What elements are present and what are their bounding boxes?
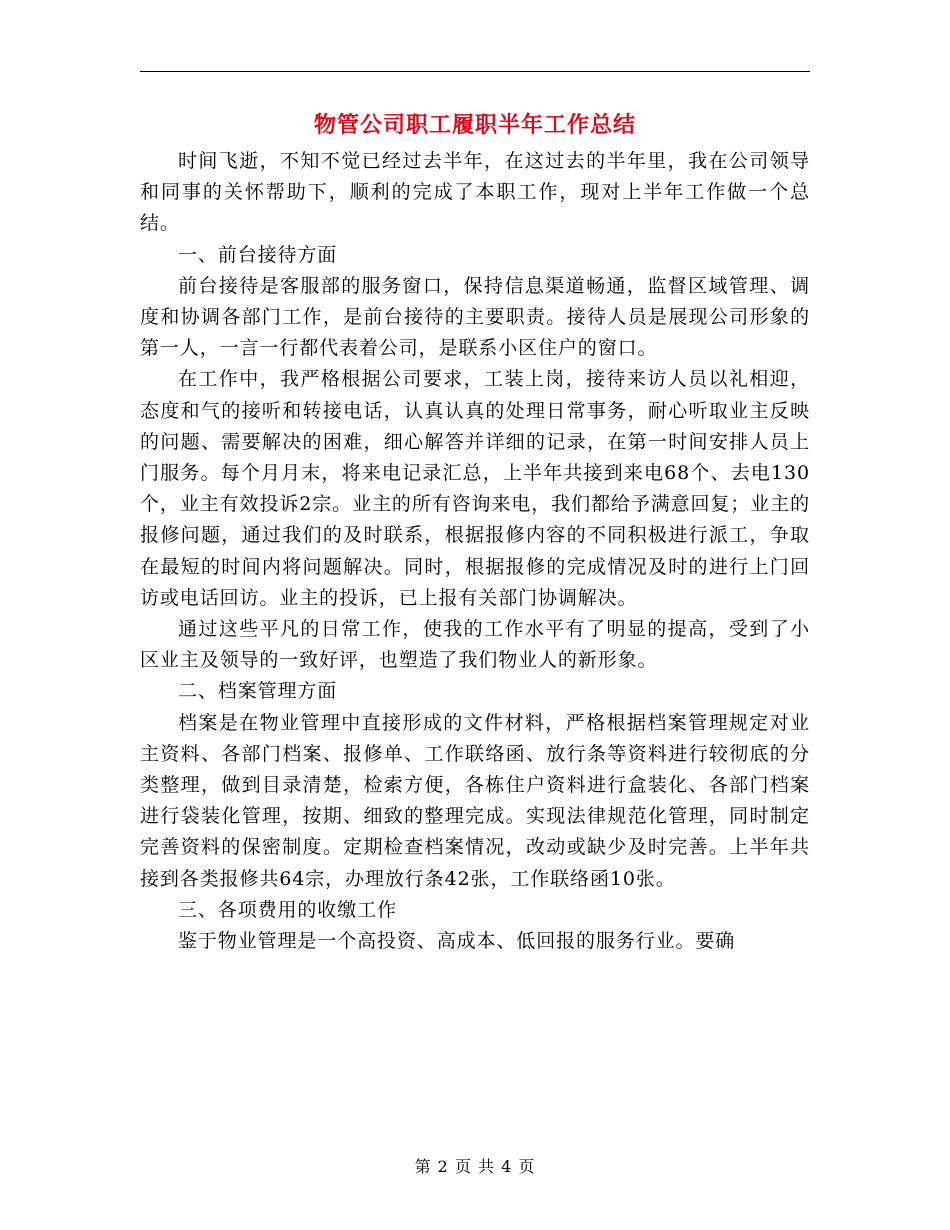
section-heading-reception: 一、前台接待方面 [178, 243, 338, 266]
paragraph-reception-result: 通过这些平凡的日常工作，使我的工作水平有了明显的提高，受到了小区业主及领导的一致好评，也塑造了我们物业人的新形象。 [140, 618, 810, 672]
paragraph-reception-role: 前台接待是客服部的服务窗口，保持信息渠道畅通，监督区域管理、调度和协调各部门工作，是前台接待的主要职责。接待人员是展现公司形象的第一人，一言一行都代表着公司，是联系小区住户的窗口。 [140, 274, 810, 360]
paragraph-archives: 档案是在物业管理中直接形成的文件材料，严格根据档案管理规定对业主资料、各部门档案、报修单、工作联络函、放行条等资料进行较彻底的分类整理，做到目录清楚，检索方便，各栋住户资料进行盒装化、各部门档案进行袋装化管理，按期、细致的整理完成。实现法律规范化管理，同时制定完善资料的保密制度。定期检查档案情况，改动或缺少及时完善。上半年共接到各类报修共64宗，办理放行条42张，工作联络函10张。 [140, 711, 810, 890]
document-body [140, 146, 810, 957]
paragraph-fees: 鉴于物业管理是一个高投资、高成本、低回报的服务行业。要确 [178, 930, 736, 953]
section-heading-fees: 三、各项费用的收缴工作 [178, 898, 397, 921]
document-title: 物管公司职工履职半年工作总结 [313, 112, 636, 138]
header-rule [140, 71, 810, 72]
paragraph-intro: 时间飞逝，不知不觉已经过去半年，在这过去的半年里，我在公司领导和同事的关怀帮助下，顺利的完成了本职工作，现对上半年工作做一个总结。 [140, 150, 810, 235]
paragraph-reception-work: 在工作中，我严格根据公司要求，工装上岗，接待来访人员以礼相迎，态度和气的接听和转接电话，认真认真的处理日常事务，耐心听取业主反映的问题、需要解决的困难，细心解答并详细的记录，在第一时间安排人员上门服务。每个月月末，将来电记录汇总，上半年共接到来电68个、去电130个，业主有效投诉2宗。业主的所有咨询来电，我们都给予满意回复；业主的报修问题，通过我们的及时联系，根据报修内容的不同积极进行派工，争取在最短的时间内将问题解决。同时，根据报修的完成情况及时的进行上门回访或电话回访。业主的投诉，已上报有关部门协调解决。 [140, 368, 810, 609]
page-number: 第 2 页 共 4 页 [414, 1157, 536, 1176]
section-heading-archives: 二、档案管理方面 [178, 680, 338, 703]
